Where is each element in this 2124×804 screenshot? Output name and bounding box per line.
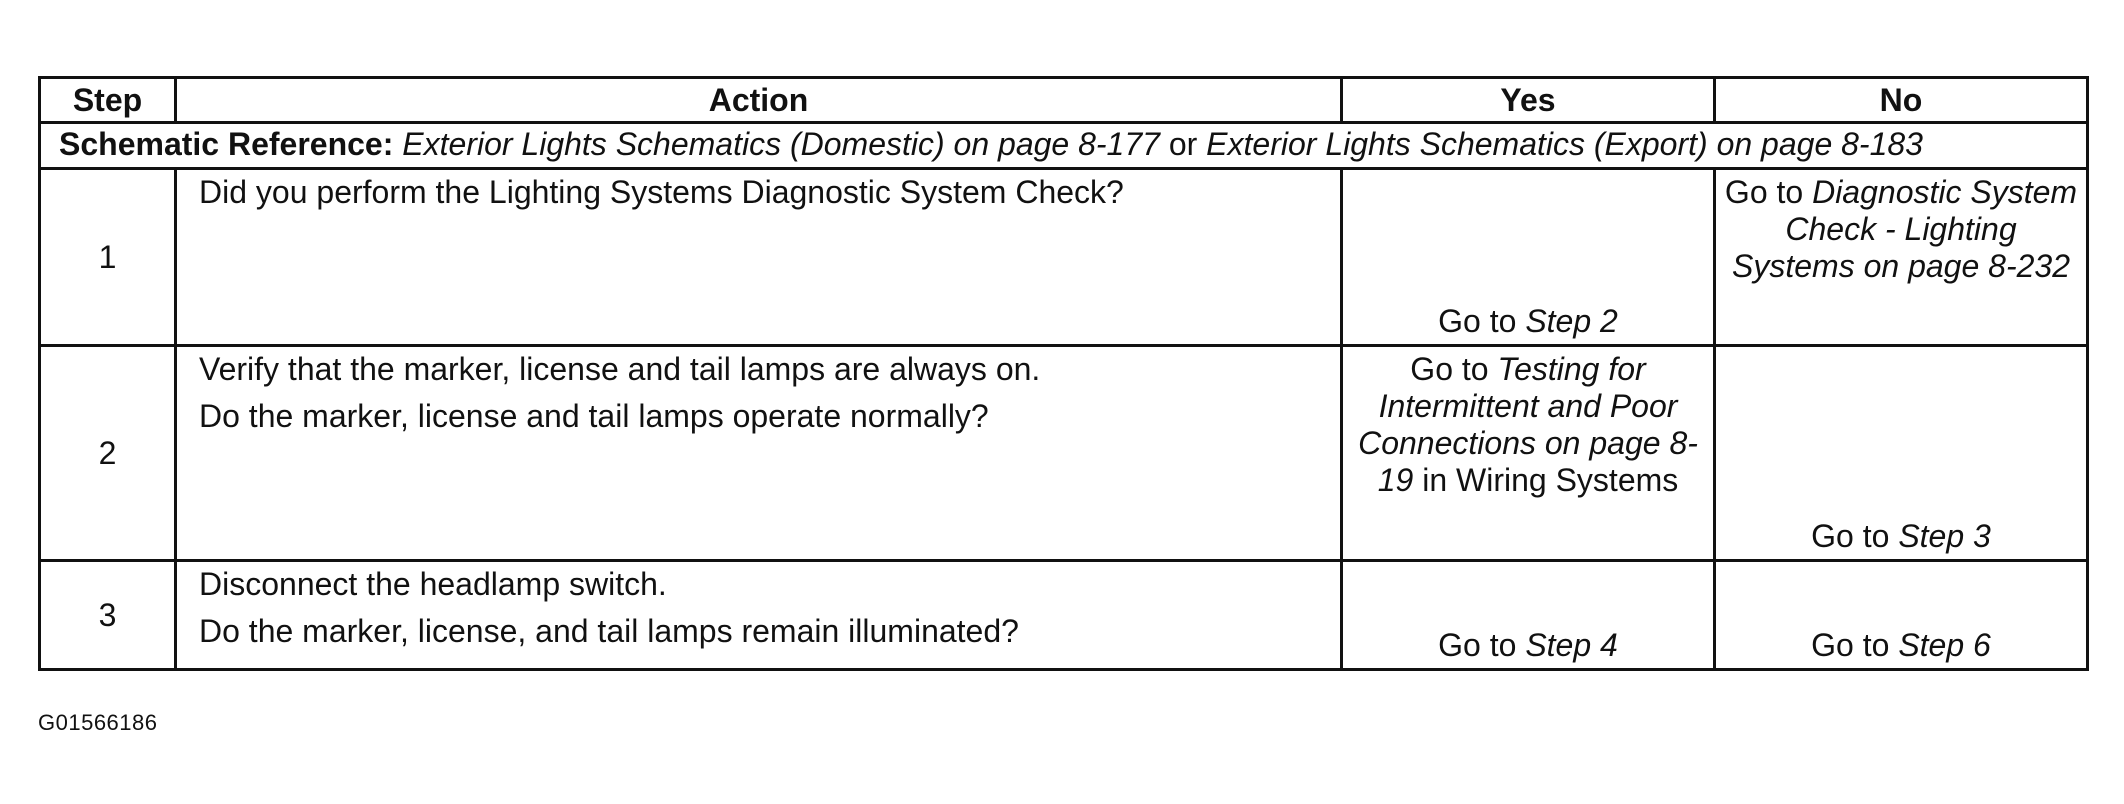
step-number: 2 xyxy=(40,346,176,561)
yes-cell xyxy=(1342,346,1715,561)
no-prefix: Go to xyxy=(1811,518,1890,554)
action-text: Verify that the marker, license and tail lamps are always on. xyxy=(199,351,1041,387)
no-cell xyxy=(1715,169,2088,346)
header-step: Step xyxy=(40,78,176,123)
diagnostic-table xyxy=(38,76,2089,671)
no-prefix: Go to xyxy=(1811,627,1890,663)
no-link: Step 3 xyxy=(1898,518,1991,554)
action-text: Disconnect the headlamp switch. xyxy=(199,566,667,602)
yes-link: Testing for Intermittent and Poor Connections on page 8-19 xyxy=(1358,351,1698,498)
action-text: Do the marker, license and tail lamps operate normally? xyxy=(199,398,989,434)
no-link: Diagnostic System Check - Lighting Systems on page 8-232 xyxy=(1732,174,2078,284)
no-cell xyxy=(1715,346,2088,561)
action-cell xyxy=(176,346,1342,561)
step-number: 1 xyxy=(40,169,176,346)
yes-prefix: Go to xyxy=(1410,351,1489,387)
schematic-reference-label: Schematic Reference: xyxy=(59,126,394,162)
action-text: Did you perform the Lighting Systems Diagnostic System Check? xyxy=(199,174,1124,210)
action-cell xyxy=(176,561,1342,670)
yes-prefix: Go to xyxy=(1438,627,1517,663)
step-number: 3 xyxy=(40,561,176,670)
schematic-reference-row xyxy=(40,123,2088,169)
schematic-reference-or: or xyxy=(1168,126,1198,162)
schematic-reference-cell xyxy=(40,123,2088,169)
no-prefix: Go to xyxy=(1724,174,1804,210)
action-cell xyxy=(176,169,1342,346)
schematic-reference-domestic: Exterior Lights Schematics (Domestic) on page 8-177 xyxy=(402,126,1160,162)
yes-cell xyxy=(1342,169,1715,346)
table-row xyxy=(40,169,2088,346)
schematic-reference-export: Exterior Lights Schematics (Export) on page 8-183 xyxy=(1206,126,1923,162)
yes-prefix: Go to xyxy=(1438,303,1517,339)
yes-suffix: in Wiring Systems xyxy=(1422,462,1679,498)
table-row xyxy=(40,561,2088,670)
no-cell xyxy=(1715,561,2088,670)
diagnostic-document xyxy=(38,76,2089,671)
header-action: Action xyxy=(176,78,1342,123)
yes-link: Step 2 xyxy=(1525,303,1618,339)
no-link: Step 6 xyxy=(1898,627,1991,663)
figure-id: G01566186 xyxy=(38,710,158,735)
table-row xyxy=(40,346,2088,561)
header-yes: Yes xyxy=(1342,78,1715,123)
header-no: No xyxy=(1715,78,2088,123)
yes-cell xyxy=(1342,561,1715,670)
action-text: Do the marker, license, and tail lamps remain illuminated? xyxy=(199,613,1019,649)
header-row xyxy=(40,78,2088,123)
yes-link: Step 4 xyxy=(1525,627,1618,663)
